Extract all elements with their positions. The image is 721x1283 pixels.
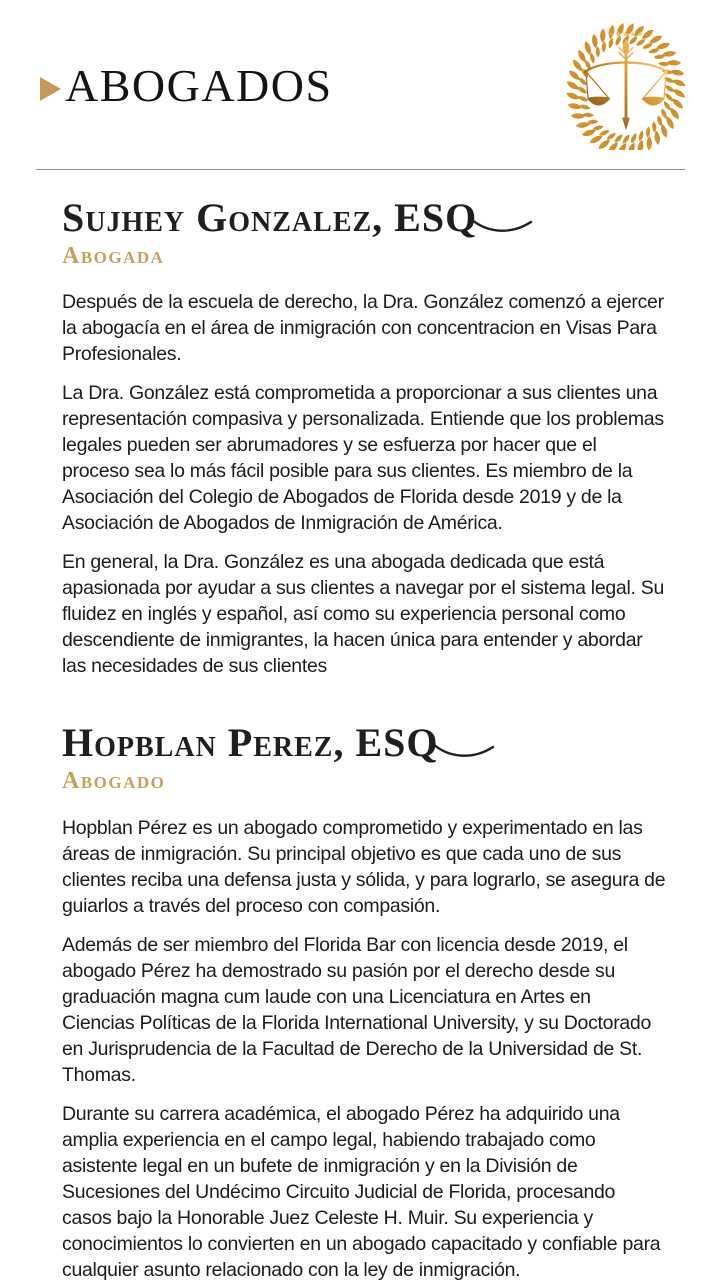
attorney-role: Abogado — [62, 768, 166, 795]
bio-paragraph: Durante su carrera académica, el abogado Pérez ha adquirido una amplia experiencia en el campo legal, habiendo trabajado como asistente legal en un bufete de inmigración y en la División de Sucesiones del Undécimo Circuito Judicial de Florida, procesando casos bajo la Honorable Juez Celeste H. Muir. Su experiencia y conocimientos lo convierten en un abogado capacitado y confiable para cualquier asunto relacionado con la ley de inmigración. — [62, 1102, 661, 1281]
attorney-section-gonzalez — [62, 195, 664, 679]
scales-of-justice-logo — [562, 22, 690, 150]
attorney-bio — [62, 815, 666, 1283]
attorney-name-text: Hopblan Perez, ESQ — [62, 720, 439, 766]
stars-icon: ★★★★★ — [607, 29, 645, 39]
attorney-name-text: Sujhey Gonzalez, ESQ — [62, 195, 478, 240]
divider — [36, 169, 685, 170]
bio-paragraph: Además de ser miembro del Florida Bar con licencia desde 2019, el abogado Pérez ha demostrado su pasión por el derecho desde su graduación magna cum laude con una Licenciatura en Artes en Ciencias Políticas de la Florida International University, y su Doctorado en Jurisprudencia de la Facultad de Derecho de la Universidad de St. Thomas. — [62, 933, 652, 1086]
arrow-bullet-icon — [40, 77, 61, 101]
bio-paragraph: En general, la Dra. González es una abogada dedicada que está apasionada por ayudar a sus clientes a navegar por el sistema legal. Su fluidez en inglés y español, así como su experiencia personal como descendiente de inmigrantes, la hacen única para entender y abordar las necesidades de sus clientes — [62, 551, 664, 678]
bio-paragraph: Hopblan Pérez es un abogado comprometido y experimentado en las áreas de inmigración. Su principal objetivo es que cada uno de sus clientes reciba una defensa justa y sólida, y para lograrlo, se asegura de guiarlos a través del proceso con compasión. — [62, 816, 666, 917]
name-swash-flourish — [469, 202, 533, 246]
attorney-section-perez — [62, 720, 666, 1282]
bio-paragraph: Después de la escuela de derecho, la Dra. González comenzó a ejercer la abogacía en el área de inmigración con concentracion en Visas Para Profesionales. — [62, 291, 664, 366]
page-title-wrap — [40, 60, 333, 111]
name-swash-flourish — [431, 727, 495, 771]
attorney-name — [62, 196, 661, 240]
attorney-bio — [62, 289, 666, 679]
attorneys-content — [0, 196, 721, 1283]
bio-paragraph: La Dra. González está comprometida a proporcionar a sus clientes una representación compasiva y personalizada. Entiende que los problemas legales pueden ser abrumadores y se esfuerza por hacer que el proceso sea lo más fácil posible para sus clientes. Es miembro de la Asociación del Colegio de Abogados de Florida desde 2019 y de la Asociación de Abogados de Inmigración de América. — [62, 382, 664, 535]
attorney-name — [62, 721, 661, 765]
attorney-role: Abogada — [62, 243, 165, 269]
page-title: ABOGADOS — [65, 60, 333, 111]
page-header — [0, 0, 721, 150]
